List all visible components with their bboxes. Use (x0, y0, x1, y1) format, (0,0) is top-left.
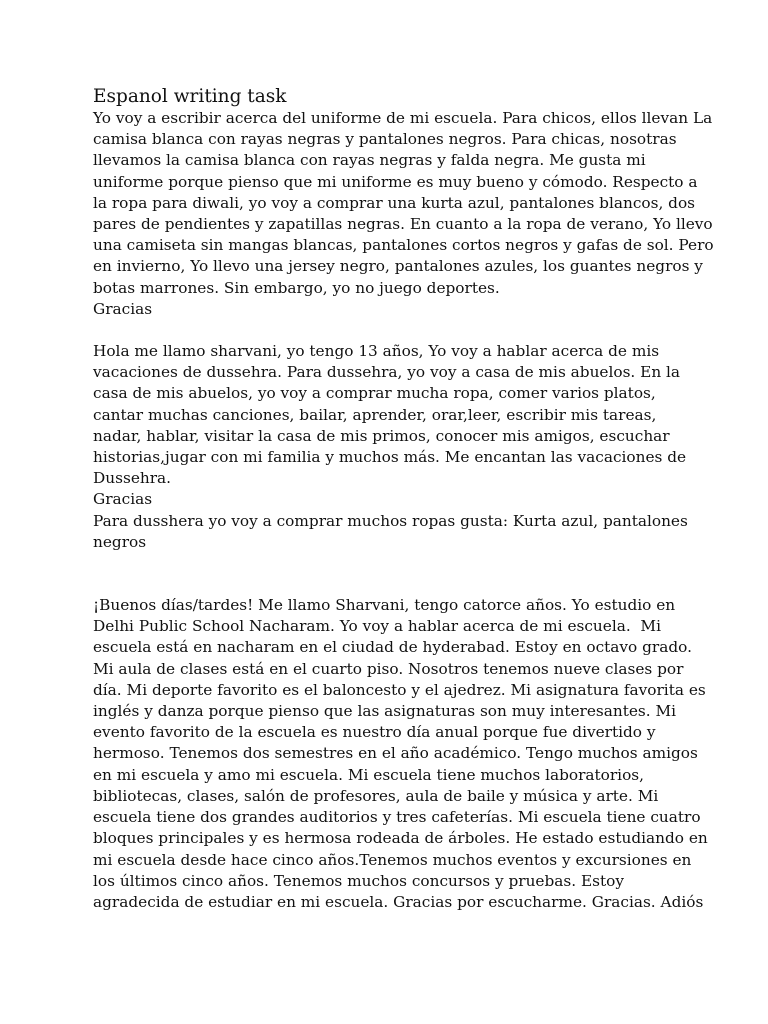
text-line: en mi escuela y amo mi escuela. Mi escuela tiene muchos laboratorios, (93, 765, 645, 784)
text-line: Mi aula de clases está en el cuarto piso. Nosotros tenemos nueve clases por (93, 659, 684, 678)
closing-gracias-2: Gracias (93, 490, 153, 509)
text-line: camisa blanca con rayas negras y pantalones negros. Para chicas, nosotras (93, 130, 677, 149)
text-line: Dussehra. (93, 469, 172, 488)
text-line: una camiseta sin mangas blancas, pantalones cortos negros y gafas de sol. Pero (93, 236, 714, 255)
closing-gracias-1: Gracias (93, 299, 153, 318)
dussehra-paragraph (93, 341, 693, 489)
text-line: llevamos la camisa blanca con rayas negras y falda negra. Me gusta mi (93, 151, 646, 170)
text-line: uniforme porque pienso que mi uniforme es muy bueno y cómodo. Respecto a (93, 172, 698, 191)
text-line: Para dusshera yo voy a comprar muchos ropas gusta: Kurta azul, pantalones (93, 511, 688, 530)
text-line: Yo voy a escribir acerca del uniforme de mi escuela. Para chicos, ellos llevan La (93, 109, 713, 127)
document-body (93, 86, 714, 913)
text-line: hermoso. Tenemos dos semestres en el año académico. Tengo muchos amigos (93, 744, 698, 763)
text-line: la ropa para diwali, yo voy a comprar una kurta azul, pantalones blancos, dos (93, 193, 696, 212)
text-line: ¡Buenos días/tardes! Me llamo Sharvani, tengo catorce años. Yo estudio en (93, 596, 676, 615)
text-line: Hola me llamo sharvani, yo tengo 13 años, Yo voy a hablar acerca de mis (93, 342, 660, 361)
paragraph-spacer (93, 553, 693, 595)
text-line: escuela tiene dos grandes auditorios y tres cafeterías. Mi escuela tiene cuatro (93, 808, 701, 827)
text-line: agradecida de estudiar en mi escuela. Gracias por escucharme. Gracias. Adiós (93, 892, 704, 911)
dussehra-shopping-note (93, 511, 693, 553)
text-line: historias,jugar con mi familia y muchos más. Me encantan las vacaciones de (93, 448, 687, 467)
text-line: bloques principales y es hermosa rodeada de árboles. He estado estudiando en (93, 829, 708, 848)
text-line: vacaciones de dussehra. Para dussehra, yo voy a casa de mis abuelos. En la (93, 363, 681, 382)
school-paragraph (93, 595, 708, 913)
text-line: los últimos cinco años. Tenemos muchos concursos y pruebas. Estoy (93, 871, 624, 890)
text-line: nadar, hablar, visitar la casa de mis primos, conocer mis amigos, escuchar (93, 426, 670, 445)
uniform-paragraph (93, 108, 714, 299)
text-line: en invierno, Yo llevo una jersey negro, pantalones azules, los guantes negros y (93, 257, 703, 276)
text-line: cantar muchas canciones, bailar, aprender, orar,leer, escribir mis tareas, (93, 405, 657, 424)
text-line: inglés y danza porque pienso que las asignaturas son muy interesantes. Mi (93, 702, 677, 721)
document-title: Espanol writing task (93, 86, 287, 107)
text-line: casa de mis abuelos, yo voy a comprar mucha ropa, comer varios platos, (93, 384, 656, 403)
text-line: botas marrones. Sin embargo, yo no juego deportes. (93, 278, 500, 297)
text-line: pares de pendientes y zapatillas negras. En cuanto a la ropa de verano, Yo llevo (93, 215, 713, 234)
text-line: Delhi Public School Nacharam. Yo voy a hablar acerca de mi escuela. Mi (93, 617, 661, 636)
text-line: escuela está en nacharam en el ciudad de hyderabad. Estoy en octavo grado. (93, 638, 692, 657)
text-line: negros (93, 532, 147, 551)
text-line: bibliotecas, clases, salón de profesores, aula de baile y música y arte. Mi (93, 786, 659, 805)
text-line: día. Mi deporte favorito es el baloncesto y el ajedrez. Mi asignatura favorita es (93, 680, 706, 699)
text-line: evento favorito de la escuela es nuestro día anual porque fue divertido y (93, 723, 656, 742)
text-line: mi escuela desde hace cinco años.Tenemos muchos eventos y excursiones en (93, 850, 692, 869)
paragraph-spacer (93, 320, 693, 341)
